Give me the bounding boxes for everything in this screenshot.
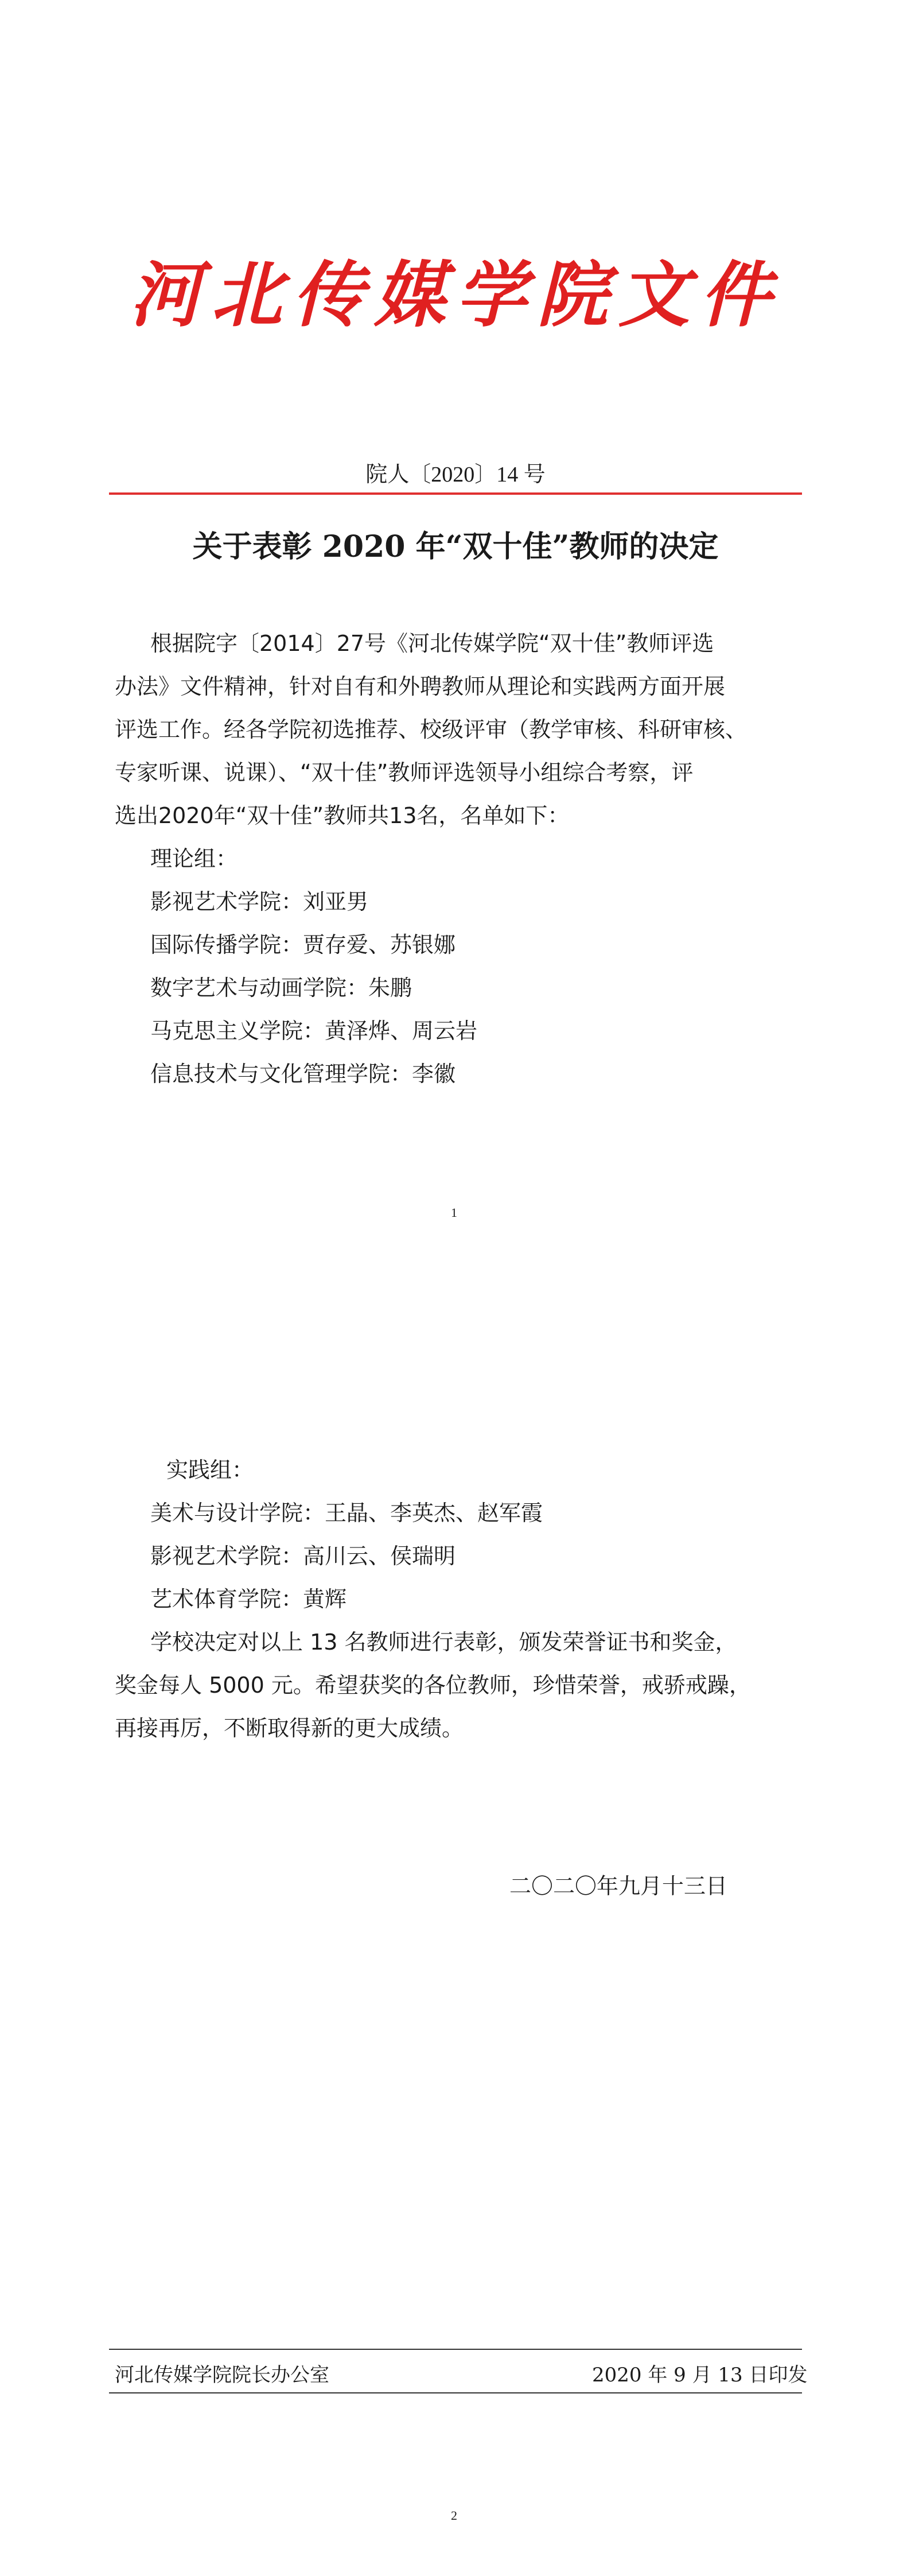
list-item: 数字艺术与动画学院：朱鹏 [150,975,412,1000]
closing-line: 学校决定对以上 13 名教师进行表彰，颁发荣誉证书和奖金， [150,1630,737,1655]
footer-rule-top [109,2349,802,2350]
list-item: 信息技术与文化管理学院：李徽 [150,1061,456,1087]
body-line: 选出2020年“双十佳”教师共13名，名单如下： [115,803,570,828]
footer-rule-bottom [109,2392,802,2393]
list-item: 影视艺术学院：刘亚男 [150,889,369,914]
list-item: 影视艺术学院：高川云、侯瑞明 [150,1543,456,1569]
document-title: 关于表彰 2020 年“双十佳”教师的决定 [192,529,719,564]
document-number: 院人〔2020〕14 号 [365,463,546,487]
practice-group-label: 实践组： [166,1457,254,1483]
closing-line: 再接再厉，不断取得新的更大成绩。 [115,1716,464,1741]
body-line: 评选工作。经各学院初选推荐、校级评审（教学审核、科研审核、 [115,717,748,742]
list-item: 美术与设计学院：王晶、李英杰、赵军霞 [150,1500,543,1526]
footer-issuer: 河北传媒学院院长办公室 [115,2364,329,2387]
body-line: 办法》文件精神，针对自有和外聘教师从理论和实践两方面开展 [115,674,726,699]
document-header-title: 河北传媒学院文件 [129,254,781,337]
footer-print-date: 2020 年 9 月 13 日印发 [592,2364,808,2387]
body-line: 根据院字〔2014〕27号《河北传媒学院“双十佳”教师评选 [150,631,714,656]
list-item: 马克思主义学院：黄泽烨、周云岩 [150,1018,478,1043]
list-item: 国际传播学院：贾存爱、苏银娜 [150,932,456,957]
theory-group-label: 理论组： [150,846,238,871]
list-item: 艺术体育学院：黄辉 [150,1586,347,1612]
header-red-rule [109,492,802,495]
closing-line: 奖金每人 5000 元。希望获奖的各位教师，珍惜荣誉，戒骄戒躁， [115,1673,751,1698]
page-number: 2 [451,2508,457,2523]
issue-date: 二〇二〇年九月十三日 [509,1873,728,1899]
page-number: 1 [451,1205,457,1220]
body-line: 专家听课、说课）、“双十佳”教师评选领导小组综合考察，评 [115,760,694,785]
